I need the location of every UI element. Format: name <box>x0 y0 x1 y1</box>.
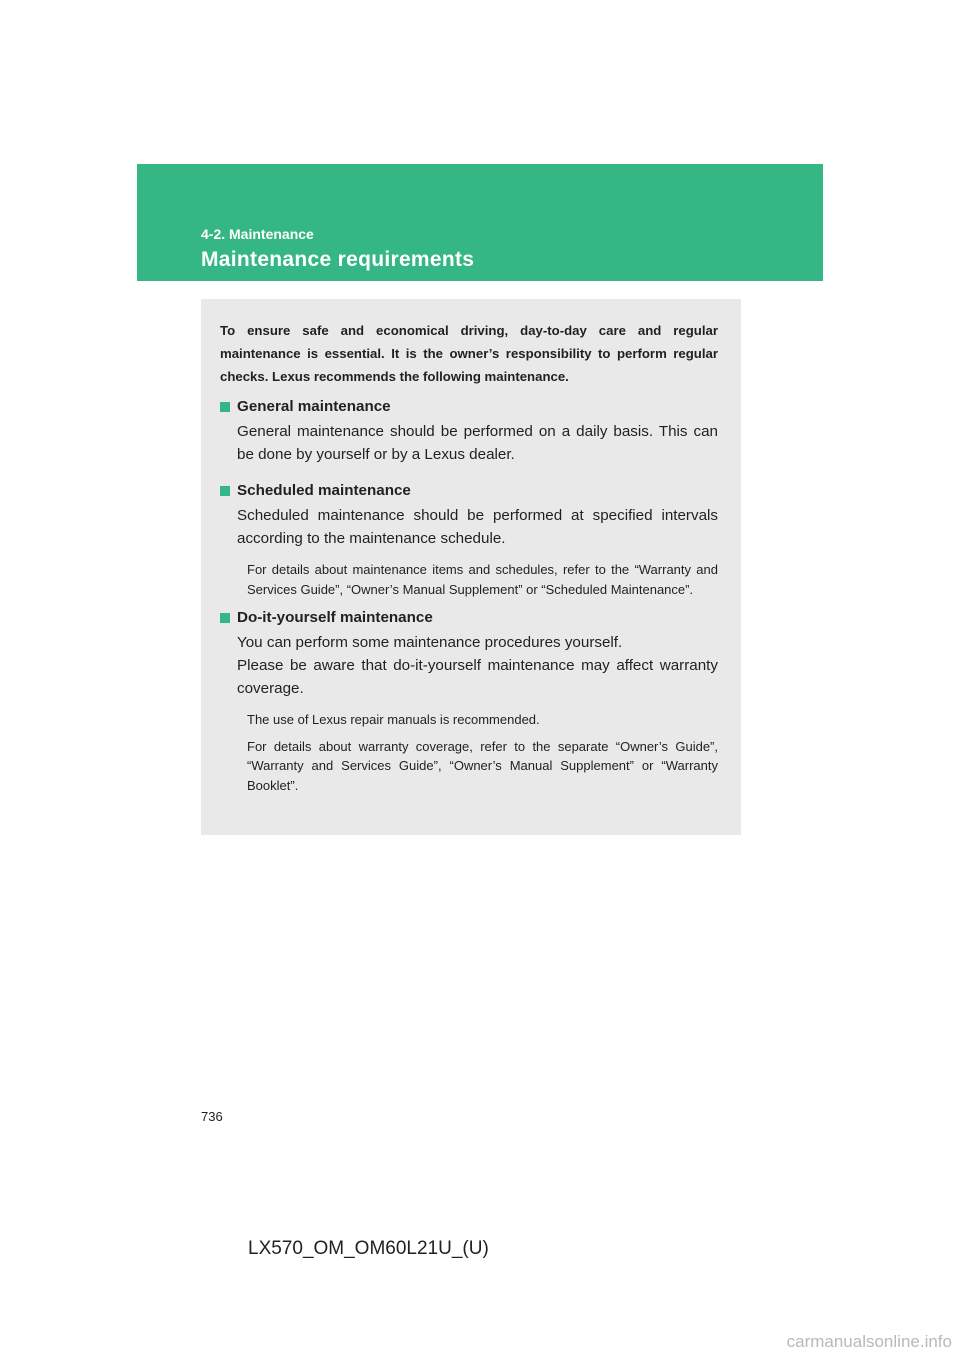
item-general-maintenance <box>220 396 718 466</box>
item-body <box>237 504 718 550</box>
section-label: 4-2. Maintenance <box>201 226 314 242</box>
note-text: For details about warranty coverage, refer to the separate “Owner’s Guide”, “Warranty and Services Guide”, “Owner’s Manual Supplement” or “Warranty Booklet”. <box>247 738 718 793</box>
item-heading <box>220 607 718 629</box>
content-box <box>201 299 741 835</box>
square-bullet-icon <box>220 486 230 496</box>
item-heading-label: General maintenance <box>237 398 391 415</box>
page-number: 736 <box>201 1109 223 1124</box>
note-text: For details about maintenance items and schedules, refer to the “Warranty and Services Guide”, “Owner’s Manual Supplement” or “Scheduled Maintenance”. <box>247 562 718 597</box>
item-note <box>247 710 718 795</box>
square-bullet-icon <box>220 402 230 412</box>
item-heading <box>220 396 718 418</box>
item-scheduled-maintenance <box>220 480 718 599</box>
item-body-text: You can perform some maintenance procedures yourself. <box>237 634 623 651</box>
document-code: LX570_OM_OM60L21U_(U) <box>248 1238 489 1259</box>
item-heading-label: Scheduled maintenance <box>237 482 411 499</box>
item-body-text: General maintenance should be performed on a daily basis. This can be done by yourself or by a Lexus dealer. <box>237 423 718 463</box>
watermark: carmanualsonline.info <box>786 1332 952 1351</box>
item-heading <box>220 480 718 502</box>
item-note <box>247 560 718 599</box>
intro-text: To ensure safe and economical driving, day-to-day care and regular maintenance is essential. It is the owner’s responsibility to perform regular checks. Lexus recommends the following maintenance. <box>220 323 718 384</box>
square-bullet-icon <box>220 613 230 623</box>
item-body-text: Scheduled maintenance should be performed at specified intervals according to the maintenance schedule. <box>237 507 718 547</box>
item-body-text: Please be aware that do-it-yourself maintenance may affect warranty coverage. <box>237 657 718 697</box>
item-body <box>237 420 718 466</box>
note-text: The use of Lexus repair manuals is recommended. <box>247 712 540 727</box>
item-body <box>237 631 718 700</box>
item-diy-maintenance <box>220 607 718 795</box>
header-band <box>137 164 823 281</box>
page-title: Maintenance requirements <box>201 248 475 271</box>
item-heading-label: Do-it-yourself maintenance <box>237 609 433 626</box>
